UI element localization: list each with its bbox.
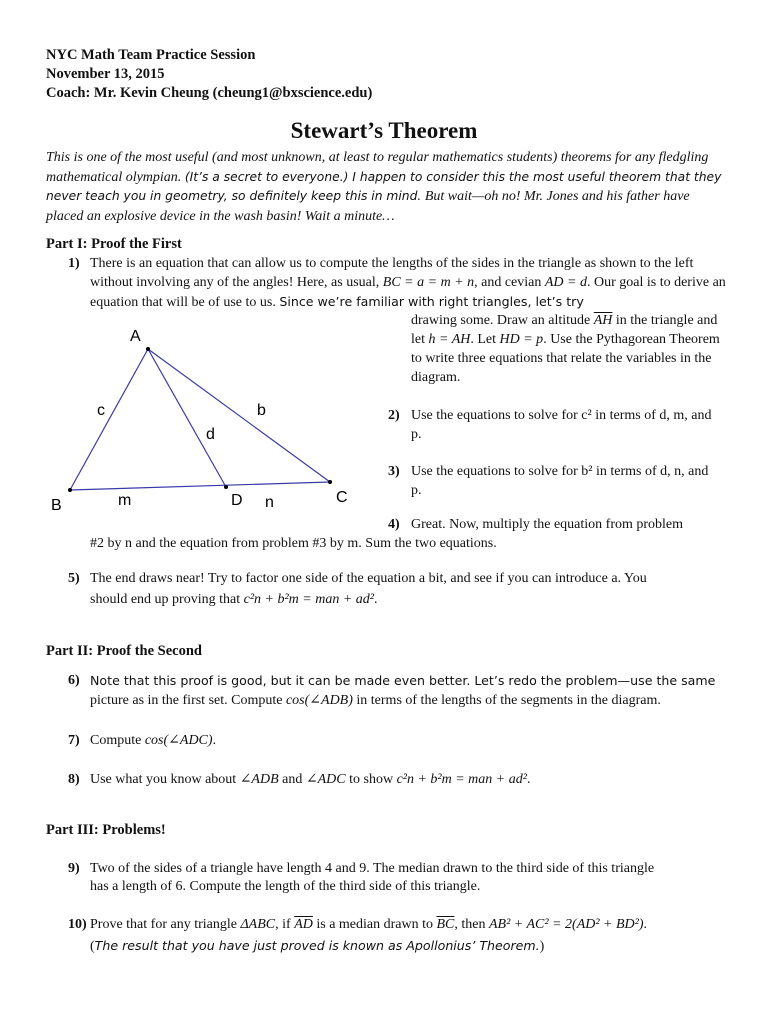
part3-heading: Part III: Problems! bbox=[46, 822, 166, 838]
problem-6-line1: Note that this proof is good, but it can be made even better. Let’s redo the problem—use the same bbox=[90, 673, 716, 688]
stewart-equation: c²n + b²m = man + ad² bbox=[243, 592, 374, 607]
label-n: n bbox=[265, 494, 274, 511]
problem-3-text: Use the equations to solve for b² in terms of d, n, and p. bbox=[411, 464, 709, 498]
problem-8-text-c: to show bbox=[349, 772, 394, 787]
label-side-c: c bbox=[97, 402, 105, 419]
problem-10-text-b: , if bbox=[275, 917, 291, 932]
problem-1-text-b: , and cevian bbox=[474, 275, 542, 290]
problem-1-text-d4: . Use the Pythagorean Theorem to write three equations that relate the variables in the diagram. bbox=[411, 332, 720, 385]
cevian-ad bbox=[148, 349, 226, 487]
coach-line: Coach: Mr. Kevin Cheung (cheung1@bxscience.edu) bbox=[46, 85, 373, 101]
problem-4-line1: Great. Now, multiply the equation from problem bbox=[411, 517, 684, 532]
problem-5-period: . bbox=[373, 592, 378, 607]
problem-7-text: Compute bbox=[90, 733, 142, 748]
triangle-abc: ΔABC bbox=[240, 917, 276, 932]
label-b: B bbox=[51, 497, 62, 514]
label-a: A bbox=[130, 328, 141, 345]
eq-hd: HD = p bbox=[499, 332, 544, 347]
problem-10-period: . bbox=[643, 917, 648, 932]
problem-10-text-d: , then bbox=[454, 917, 486, 932]
cos-adc: cos(∠ADC) bbox=[144, 733, 213, 748]
intro-text-1: This is one of the most useful (and most unknown, at least to regular mathematics students) theorems for any fledgling mathematical olympian. bbox=[46, 150, 709, 185]
point-d-dot bbox=[224, 485, 228, 489]
intro-text-3: But wait—oh no! Mr. Jones and his father have placed an explosive device in the wash basin! Wait a minute… bbox=[46, 189, 690, 224]
problem-1-continued bbox=[411, 311, 726, 387]
segment-ad: $\overline{AD}$ bbox=[294, 917, 313, 932]
session-title: NYC Math Team Practice Session bbox=[46, 47, 256, 63]
problem-1-text-d2: in the triangle and let bbox=[411, 313, 718, 347]
label-d: D bbox=[231, 492, 243, 509]
problem-8-text-b: and bbox=[282, 772, 303, 787]
problem-1-number: 1) bbox=[68, 256, 80, 271]
problem-1-text-d3: . Let bbox=[470, 332, 497, 347]
problem-10-number: 10) bbox=[68, 917, 87, 932]
side-c bbox=[70, 349, 148, 490]
label-c: C bbox=[336, 489, 348, 506]
part1-heading: Part I: Proof the First bbox=[46, 236, 182, 252]
problem-9-number: 9) bbox=[68, 861, 80, 876]
label-side-d: d bbox=[206, 426, 215, 443]
triangle-diagram bbox=[40, 320, 360, 520]
problem-1-text-d1: drawing some. Draw an altitude bbox=[411, 313, 591, 328]
note-open-paren: ( bbox=[90, 939, 95, 954]
problem-4-number: 4) bbox=[388, 517, 400, 532]
problem-2-text: Use the equations to solve for c² in terms of d, m, and p. bbox=[411, 408, 712, 442]
problem-10-text-a: Prove that for any triangle bbox=[90, 917, 237, 932]
problem-4-line2: #2 by n and the equation from problem #3 by m. Sum the two equations. bbox=[90, 536, 497, 551]
side-b bbox=[148, 349, 330, 482]
apollonius-equation: AB² + AC² = 2(AD² + BD²) bbox=[489, 917, 644, 932]
apollonius-note: The result that you have just proved is known as Apollonius’ Theorem. bbox=[94, 938, 540, 953]
label-m: m bbox=[118, 492, 132, 509]
problem-8-number: 8) bbox=[68, 772, 80, 787]
stewart-equation-2: c²n + b²m = man + ad² bbox=[396, 772, 527, 787]
problem-6-line2: picture as in the first set. Compute bbox=[90, 693, 283, 708]
problem-7-number: 7) bbox=[68, 733, 80, 748]
problem-6-number: 6) bbox=[68, 673, 80, 688]
problem-9-line1: Two of the sides of a triangle have length 4 and 9. The median drawn to the third side of this triangle bbox=[90, 861, 655, 876]
intro-paragraph bbox=[46, 148, 726, 226]
intro-text-2: (It’s a secret to everyone.) I happen to consider this the most useful theorem that they never teach you in geometry, so definitely keep this in mind. bbox=[46, 169, 722, 203]
cos-adb: cos(∠ADB) bbox=[285, 693, 353, 708]
side-bc bbox=[70, 482, 330, 490]
problem-2-number: 2) bbox=[388, 408, 400, 423]
part2-heading: Part II: Proof the Second bbox=[46, 643, 202, 659]
note-close-paren: ) bbox=[539, 939, 545, 954]
problem-5-line1: The end draws near! Try to factor one side of the equation a bit, and see if you can introduce a. You bbox=[90, 571, 647, 586]
label-side-b: b bbox=[257, 402, 266, 419]
problem-6-line2-end: in terms of the lengths of the segments in the diagram. bbox=[356, 693, 661, 708]
page-title: Stewart’s Theorem bbox=[290, 118, 478, 143]
session-date: November 13, 2015 bbox=[46, 66, 165, 82]
problem-10-text-c: is a median drawn to bbox=[316, 917, 433, 932]
segment-ah: $\overline{AH}$ bbox=[593, 313, 613, 328]
vertex-a-dot bbox=[146, 347, 150, 351]
problem-5-line2: should end up proving that bbox=[90, 592, 241, 607]
angle-adb: ∠ADB bbox=[239, 772, 279, 787]
segment-bc: $\overline{BC}$ bbox=[436, 917, 455, 932]
problem-1-text: There is an equation that can allow us to compute the lengths of the sides in the triangle as shown to the left without involving any of the angles! Here, as usual, bbox=[90, 256, 694, 290]
eq-h: h = AH bbox=[428, 332, 471, 347]
problem-7-period: . bbox=[212, 733, 217, 748]
problem-8-period: . bbox=[526, 772, 531, 787]
problem-9-line2: has a length of 6. Compute the length of the third side of this triangle. bbox=[90, 879, 481, 894]
problem-1-hand: Since we’re familiar with right triangles, let’s try bbox=[279, 294, 584, 309]
eq-bc: BC = a = m + n bbox=[382, 275, 475, 290]
session-header bbox=[46, 46, 372, 103]
problem-8-text-a: Use what you know about bbox=[90, 772, 237, 787]
angle-adc: ∠ADC bbox=[305, 772, 346, 787]
vertex-c-dot bbox=[328, 480, 332, 484]
problem-3-number: 3) bbox=[388, 464, 400, 479]
vertex-b-dot bbox=[68, 488, 72, 492]
problem-5-number: 5) bbox=[68, 571, 80, 586]
eq-ad: AD = d bbox=[544, 275, 587, 290]
problem-1-text-c: . Our goal is to derive an equation that will be of use to us. bbox=[90, 275, 726, 310]
